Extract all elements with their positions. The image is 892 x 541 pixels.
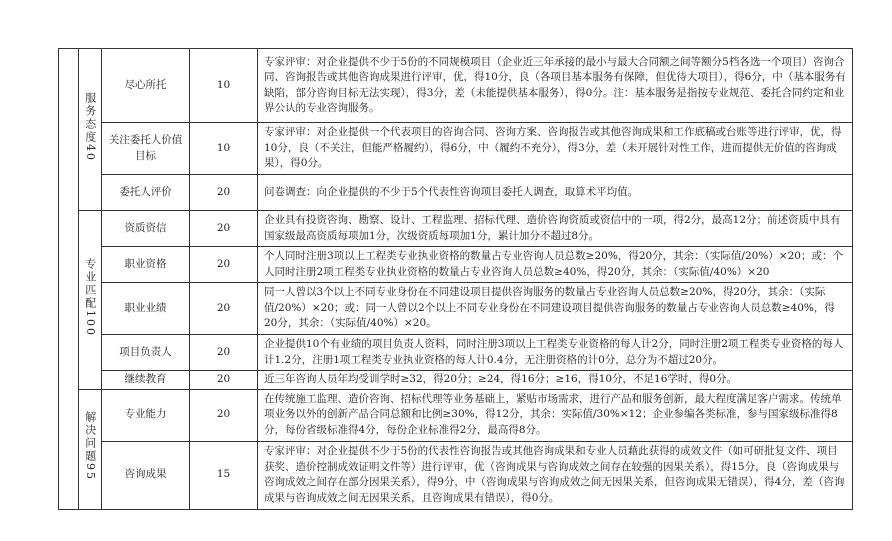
category-label: 专业匹配100 xyxy=(83,257,97,337)
description-cell: 问卷调查：向企业提供的不少于5个代表性咨询项目委托人调查，取算术平均值。 xyxy=(258,175,853,211)
table-row xyxy=(59,335,853,371)
score-cell: 20 xyxy=(190,283,258,335)
score-cell: 20 xyxy=(190,247,258,283)
description-cell: 专家评审：对企业提供不少于5份的不同规模项目（企业近三年承接的最小与最大合同额之间等额分5档各选一个项目）咨询合同、咨询报告或其他咨询成果进行评审，优，得10分，良（各项目基本服务有保障，但优待大项目），得6分，中（基本服务有缺陷，部分咨询目标无法实现），得3分，差（未能提供基本服务），得0分。注：基本服务是指按专业规范、委托合同约定和业界公认的专业咨询服务。 xyxy=(258,49,853,123)
description-cell: 近三年咨询人员年均受训学时≥32，得20分；≥24，得16分；≥16，得10分，不足16学时，得0分。 xyxy=(258,371,853,390)
table-row xyxy=(59,389,853,441)
category-cell xyxy=(79,49,102,211)
item-cell: 咨询成果 xyxy=(102,441,190,509)
item-cell: 尽心所托 xyxy=(102,49,190,123)
category-label: 服务态度40 xyxy=(83,91,97,162)
table-row xyxy=(59,49,853,123)
description-cell: 同一人曾以3个以上不同专业身份在不同建设项目提供咨询服务的数量占专业咨询人员总数≥20%，得20分，其余：（实际值/20%）×20；或：同一人曾以2个以上不同专业身份在不同建设项目提供咨询服务的数量占专业咨询人员总数≥40%，得20分，其余：（实际值/40%）×20。 xyxy=(258,283,853,335)
score-cell: 15 xyxy=(190,441,258,509)
table-row xyxy=(59,283,853,335)
score-cell: 20 xyxy=(190,211,258,247)
description-cell: 在传统施工监理、造价咨询、招标代理等业务基础上，紧贴市场需求，进行产品和服务创新，最大程度满足客户需求。传统单项业务以外的创新产品合同总额和比例≥30%，得12分，其余：实际值/30%×12；企业参编各类标准，参与国家级标准得8分，每份省级标准得4分，每份企业标准得2分，最高得8分。 xyxy=(258,389,853,441)
scoring-table xyxy=(58,48,853,510)
item-cell: 委托人评价 xyxy=(102,175,190,211)
table-row xyxy=(59,211,853,247)
table-row xyxy=(59,247,853,283)
table-row xyxy=(59,175,853,211)
category-cell xyxy=(79,389,102,509)
item-cell: 项目负责人 xyxy=(102,335,190,371)
score-cell: 20 xyxy=(190,371,258,390)
description-cell: 企业具有投资咨询、勘察、设计、工程监理、招标代理、造价咨询资质或资信中的一项，得2分，最高12分；前述资质中具有国家级最高资质每项加1分，次级资质每项加1分，累计加分不超过8分。 xyxy=(258,211,853,247)
table-row xyxy=(59,371,853,390)
score-cell: 20 xyxy=(190,175,258,211)
table-row xyxy=(59,123,853,175)
left-margin-column xyxy=(59,49,79,510)
score-cell: 10 xyxy=(190,49,258,123)
category-cell xyxy=(79,211,102,390)
description-cell: 个人同时注册3项以上工程类专业执业资格的数量占专业咨询人员总数≥20%，得20分，其余：（实际值/20%）×20；或：个人同时注册2项工程类专业执业资格的数量占专业咨询人员总数≥40%，得20分，其余：（实际值/40%）×20 xyxy=(258,247,853,283)
category-label: 解决问题95 xyxy=(83,411,97,482)
item-cell: 资质资信 xyxy=(102,211,190,247)
description-cell: 专家评审：对企业提供不少于5份的代表性咨询报告或其他咨询成果和专业人员藉此获得的成效文件（如可研批复文件、项目获奖、造价控制成效证明文件等）进行评审，优（咨询成果与咨询成效之间存在较强的因果关系），得15分，良（咨询成果与咨询成效之间存在部分因果关系），得9分，中（咨询成果与咨询成效之间无因果关系，但咨询成果无错误），得4分，差（咨询成果与咨询成效之间无因果关系，且咨询成果有错误），得0分。 xyxy=(258,441,853,509)
item-cell: 职业业绩 xyxy=(102,283,190,335)
score-cell: 20 xyxy=(190,389,258,441)
table-row xyxy=(59,441,853,509)
description-cell: 企业提供10个有业绩的项目负责人资料，同时注册3项以上工程类专业资格的每人计2分，同时注册2项工程类专业资格的每人计1.2分，注册1项工程类专业执业资格的每人计0.4分，无注册资格的计0分，总分为不超过20分。 xyxy=(258,335,853,371)
item-cell: 专业能力 xyxy=(102,389,190,441)
score-cell: 10 xyxy=(190,123,258,175)
description-cell: 专家评审：对企业提供一个代表项目的咨询合同、咨询方案、咨询报告或其他咨询成果和工作底稿或台账等进行评审，优，得10分，良（不关注，但能严格履约），得6分，中（履约不充分），得3分，差（未开展针对性工作，进而提供无价值的咨询成果），得0分。 xyxy=(258,123,853,175)
item-cell: 继续教育 xyxy=(102,371,190,390)
score-cell: 20 xyxy=(190,335,258,371)
item-cell: 职业资格 xyxy=(102,247,190,283)
scoring-table-page xyxy=(58,48,853,502)
item-cell: 关注委托人价值目标 xyxy=(102,123,190,175)
